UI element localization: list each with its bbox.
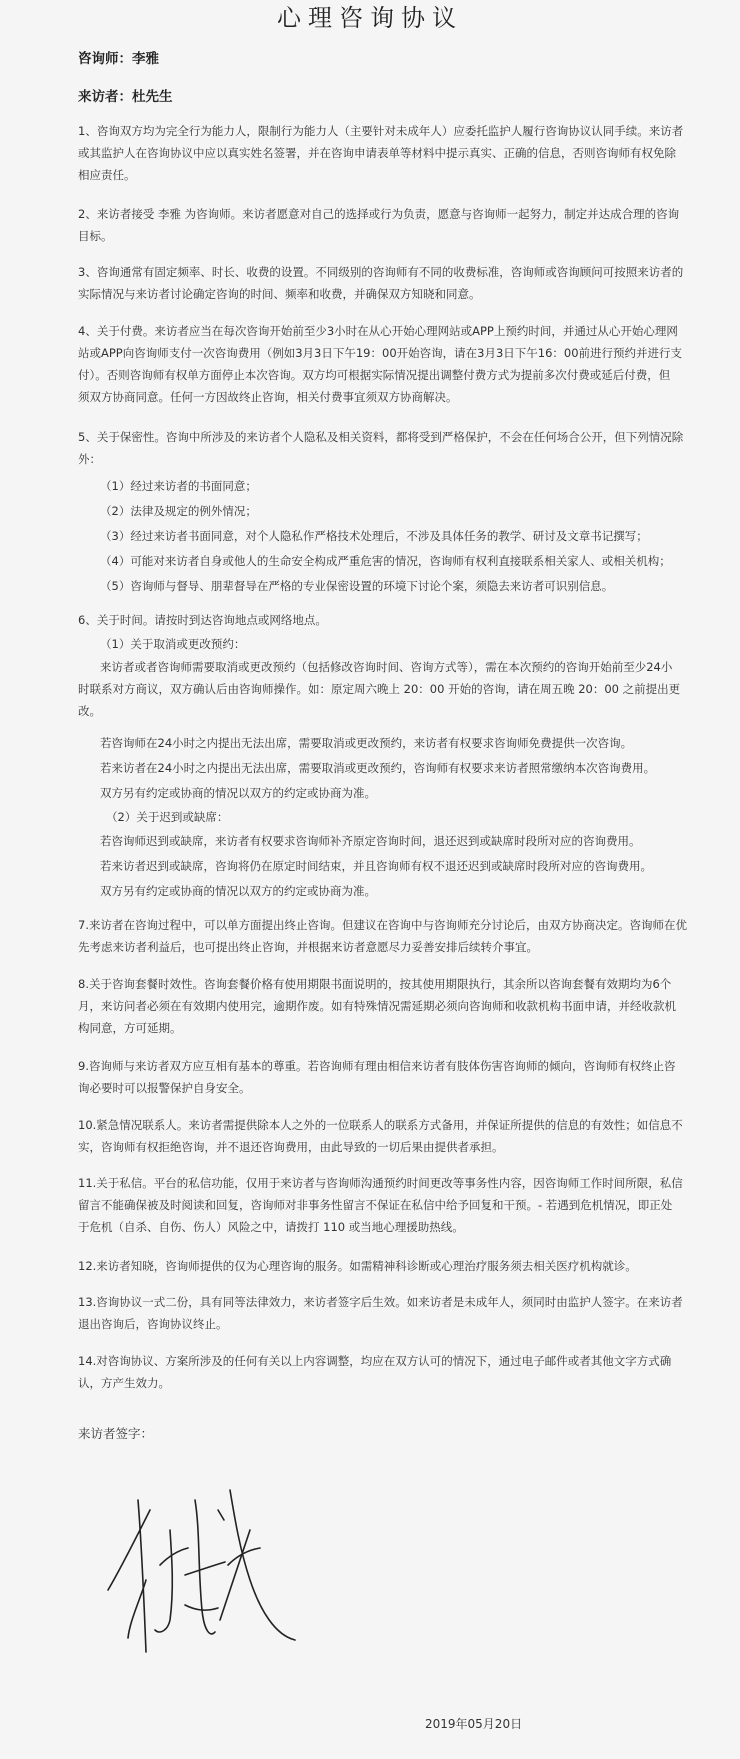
counselor-line: 咨询师：李雅 — [78, 51, 159, 67]
clause-1: 1、咨询双方均为完全行为能力人，限制行为能力人（主要针对未成年人）应委托监护人履行咨询协议认同手续。来访者 或其监护人在咨询协议中应以真实姓名签署，并在咨询申请表单等材料中提示真实、正确的信息，否则咨询师有权免除 相应责任。 — [78, 124, 684, 182]
signature-date: 2019年05月20日 — [425, 1717, 523, 1731]
clause-12: 12.来访者知晓，咨询师提供的仅为心理咨询的服务。如需精神科诊断或心理治疗服务须去相关医疗机构就诊。 — [78, 1259, 637, 1273]
clause-10: 10.紧急情况联系人。来访者需提供除本人之外的一位联系人的联系方式备用，并保证所提供的信息的有效性；如信息不 实，咨询师有权拒绝咨询，并不退还咨询费用，由此导致的一切后果由提供者承担。 — [78, 1118, 683, 1154]
clause-5: 5、关于保密性。咨询中所涉及的来访者个人隐私及相关资料，都将受到严格保护，不会在任何场合公开，但下列情况除 外： — [78, 430, 684, 466]
client-line: 来访者：杜先生 — [78, 89, 173, 105]
clause-13: 13.咨询协议一式二份，具有同等法律效力，来访者签字后生效。如来访者是未成年人，须同时由监护人签字。在来访者 退出咨询后，咨询协议终止。 — [78, 1295, 683, 1331]
signature-label: 来访者签字： — [78, 1426, 154, 1441]
clause-6-2-title: （2）关于迟到或缺席： — [106, 810, 229, 824]
clause-6-1-body: 来访者或者咨询师需要取消或更改预约（包括修改咨询时间、咨询方式等），需在本次预约的咨询开始前至少24小 时联系对方商议，双方确认后由咨询师操作。如：原定周六晚上 20：00 开始的咨询，请在周五晚 20：00 之前提出更 改。 — [78, 660, 681, 718]
clause-5-items: （1）经过来访者的书面同意； （2）法律及规定的例外情况； （3）经过来访者书面同意，对个人隐私作严格技术处理后，不涉及具体任务的教学、研讨及文章书记撰写； （4）可能对来访者自身或他人的生命安全构成严重危害的情况，咨询师有权利直接联系相关家人、或相关机构； （5）咨询师与督导、朋辈督导在严格的专业保密设置的环境下讨论个案，须隐去来访者可识别信息。 — [100, 479, 671, 593]
clause-6-2-rules: 若咨询师迟到或缺席，来访者有权要求咨询师补齐原定咨询时间，退还迟到或缺席时段所对应的咨询费用。 若来访者迟到或缺席，咨询将仍在原定时间结束，并且咨询师有权不退还迟到或缺席时段所对应的咨询费用。 双方另有约定或协商的情况以双方的约定或协商为准。 — [100, 834, 652, 898]
clause-3: 3、咨询通常有固定频率、时长、收费的设置。不同级别的咨询师有不同的收费标准，咨询师或咨询顾问可按照来访者的 实际情况与来访者讨论确定咨询的时间、频率和收费，并确保双方知晓和同意。 — [78, 265, 684, 301]
clause-8: 8.关于咨询套餐时效性。咨询套餐价格有使用期限书面说明的，按其使用期限执行，其余所以咨询套餐有效期均为6个 月，来访问者必须在有效期内使用完，逾期作废。如有特殊情况需延期必须向咨询师和收款机构书面申请，并经收款机 构同意，方可延期。 — [78, 977, 676, 1035]
clause-14: 14.对咨询协议、方案所涉及的任何有关以上内容调整，均应在双方认可的情况下，通过电子邮件或者其他文字方式确 认，方产生效力。 — [78, 1354, 672, 1390]
client-signature — [100, 1470, 340, 1670]
clause-7: 7.来访者在咨询过程中，可以单方面提出终止咨询。但建议在咨询中与咨询师充分讨论后，由双方协商决定。咨询师在优 先考虑来访者利益后，也可提出终止咨询，并根据来访者意愿尽力妥善安排后续转介事宜。 — [78, 918, 687, 954]
clause-6-1-title: （1）关于取消或更改预约： — [100, 637, 246, 651]
clause-6: 6、关于时间。请按时到达咨询地点或网络地点。 — [78, 613, 327, 627]
clause-9: 9.咨询师与来访者双方应互相有基本的尊重。若咨询师有理由相信来访者有肢体伤害咨询师的倾向，咨询师有权终止咨 询必要时可以报警保护自身安全。 — [78, 1059, 676, 1095]
clause-4: 4、关于付费。来访者应当在每次咨询开始前至少3小时在从心开始心理网站或APP上预约时间，并通过从心开始心理网 站或APP向咨询师支付一次咨询费用（例如3月3日下午19：00开始咨询，请在3月3日下午16：00前进行预约并进行支 付）。否则咨询师有权单方面停止本次咨询。双方均可根据实际情况提出调整付费方式为提前多次付费或延后付费，但 须双方协商同意。任何一方因故终止咨询，相关付费事宜须双方协商解决。 — [78, 324, 683, 404]
clause-2: 2、来访者接受 李雅 为咨询师。来访者愿意对自己的选择或行为负责，愿意与咨询师一起努力，制定并达成合理的咨询 目标。 — [78, 207, 680, 243]
page-title: 心理咨询协议 — [277, 4, 463, 32]
clause-6-1-rules: 若咨询师在24小时之内提出无法出席，需要取消或更改预约，来访者有权要求咨询师免费提供一次咨询。 若来访者在24小时之内提出无法出席，需要取消或更改预约，咨询师有权要求来访者照常缴纳本次咨询费用。 双方另有约定或协商的情况以双方的约定或协商为准。 — [100, 736, 656, 800]
clause-11: 11.关于私信。平台的私信功能，仅用于来访者与咨询师沟通预约时间更改等事务性内容，因咨询师工作时间所限，私信 留言不能确保被及时阅读和回复，咨询师对非事务性留言不保证在私信中给予回复和干预。- 若遇到危机情况，即正处 于危机（自杀、自伤、伤人）风险之中，请拨打 110 或当地心理援助热线。 — [78, 1176, 683, 1234]
